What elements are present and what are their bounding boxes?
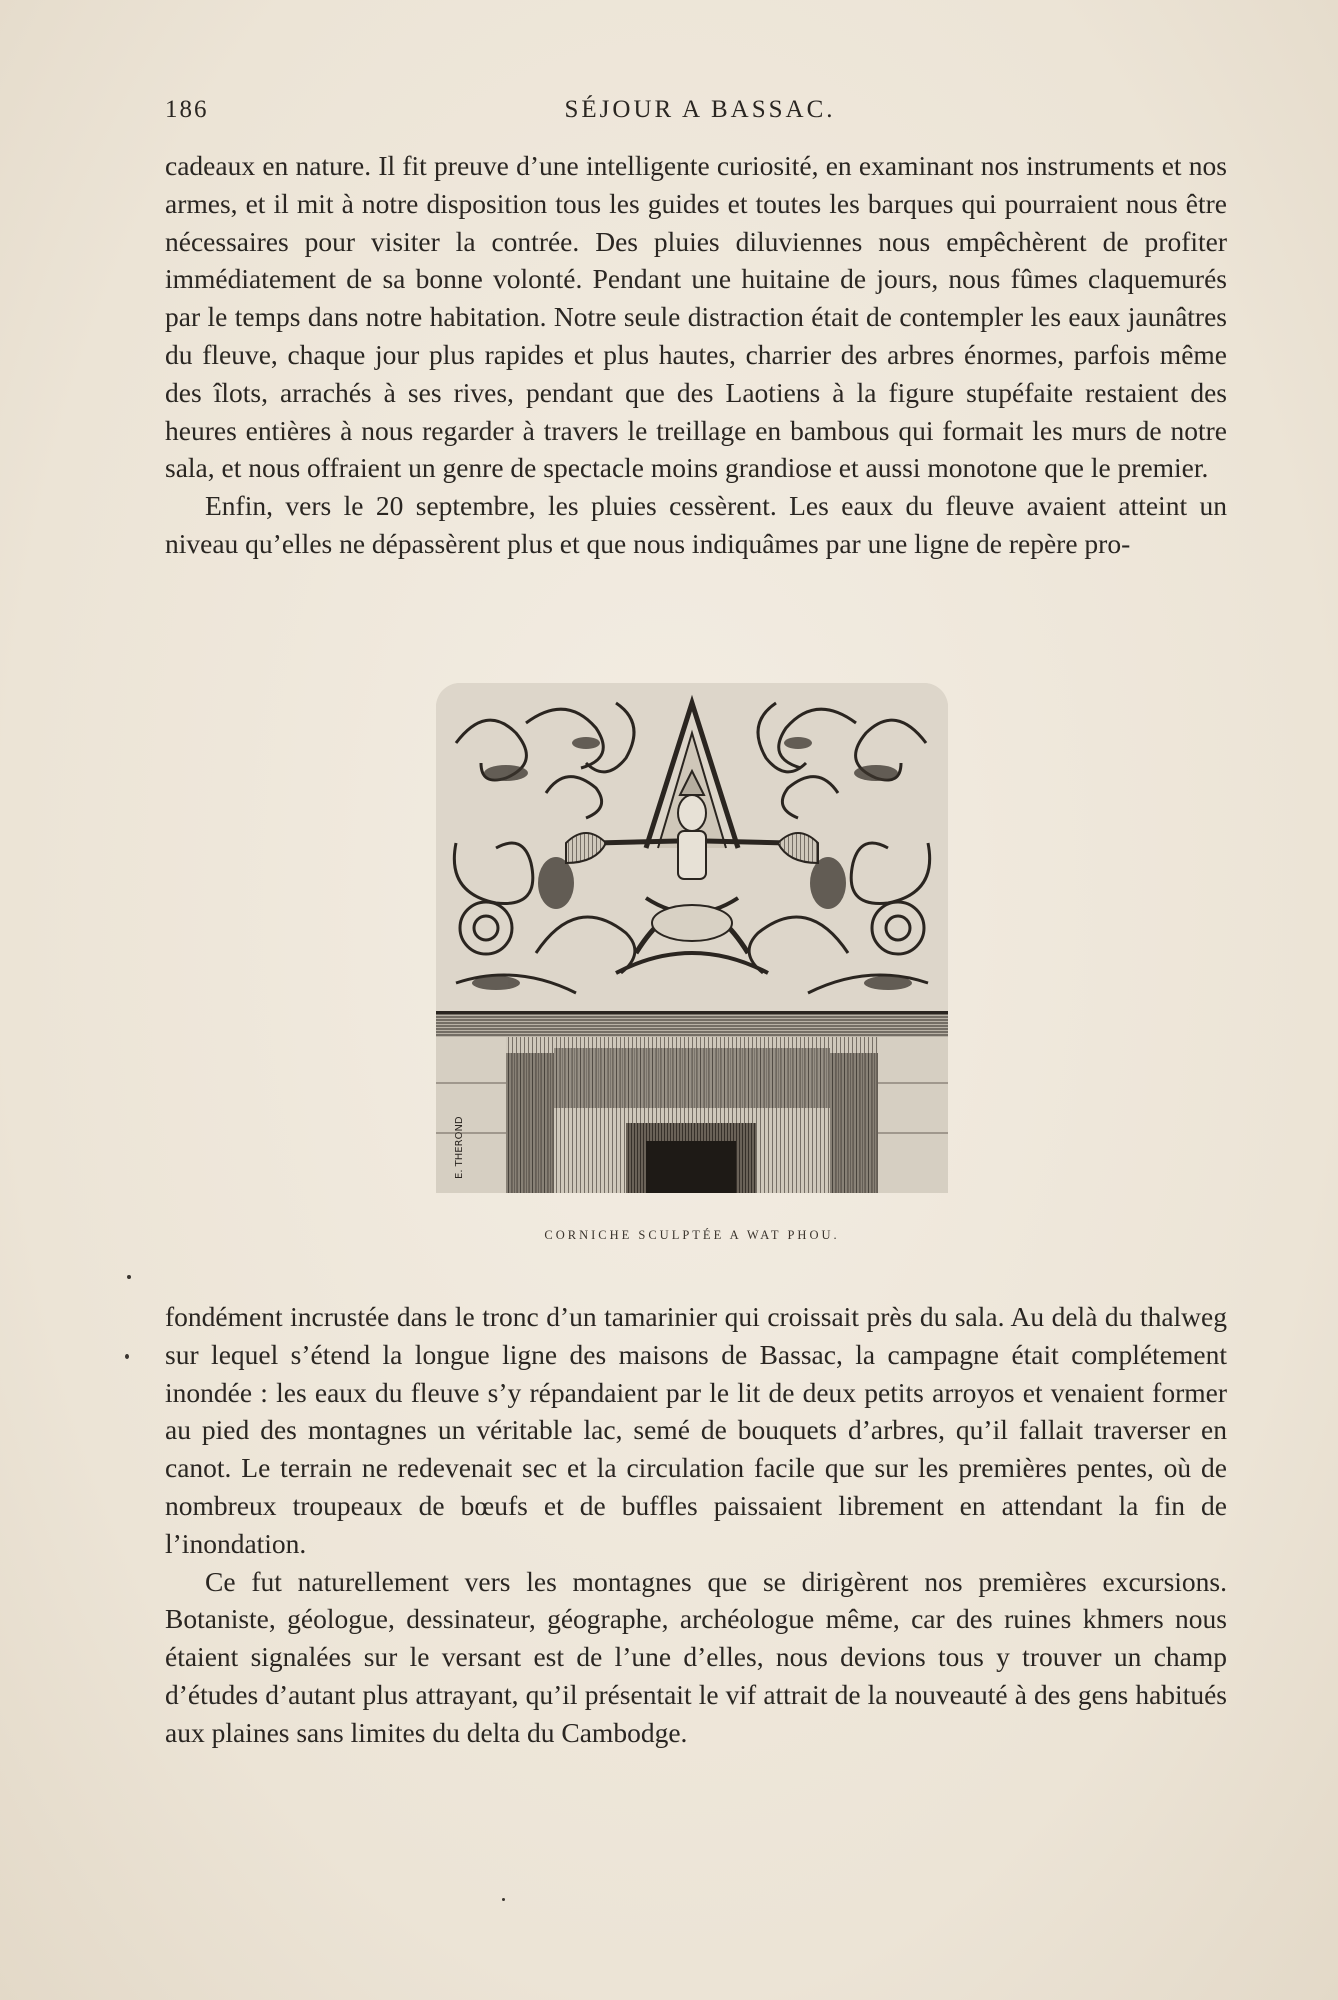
paragraph: cadeaux en nature. Il fit preuve d’une intelligente curiosité, en examinant nos instruments et nos armes, et il mit à notre disposition tous les guides et toutes les barques qui pourraient nous être nécessaires pour visiter la contrée. Des pluies diluviennes nous empêchèrent de profiter immédiatement de sa bonne volonté. Pendant une huitaine de jours, nous fûmes claquemurés par le temps dans notre habitation. Notre seule distraction était de contempler les eaux jaunâtres du fleuve, chaque jour plus rapides et plus hautes, charrier des arbres énormes, parfois même des îlots, arrachés à ses rives, pendant que des Laotiens à la figure stupéfaite restaient des heures entières à nous regarder à travers le treillage en bambous qui formait les murs de notre sala, et nous offraient un genre de spectacle moins grandiose et aussi monotone que le premier. — [165, 150, 1227, 484]
artist-signature: E. THEROND — [454, 1116, 465, 1179]
engraving-illustration — [436, 683, 948, 1193]
inner-lintel — [554, 1048, 830, 1108]
page-number: 186 — [165, 96, 209, 123]
paragraph: Ce fut naturellement vers les montagnes que se dirigèrent nos premières excursions. Botaniste, géologue, dessinateur, géographe, archéologue même, car des ruines khmers nous étaient signalées sur le versant est de l’une d’elles, nous devions tous y trouver un champ d’études d’autant plus attrayant, qu’il présentait le vif attrait de la nouveauté à des gens habitués aux plaines sans limites du delta du Cambodge. — [165, 1565, 1227, 1748]
body-text-top — [165, 147, 1227, 563]
ink-speck — [125, 1354, 129, 1359]
paragraph: Enfin, vers le 20 septembre, les pluies cessèrent. Les eaux du fleuve avaient atteint un niveau qu’elles ne dépassèrent plus et que nous indiquâmes par une ligne de repère pro- — [165, 490, 1227, 559]
body-text-bottom — [165, 1298, 1227, 1752]
cornice-band — [436, 1011, 948, 1037]
running-title: SÉJOUR A BASSAC. — [564, 96, 836, 123]
page-header — [165, 96, 1235, 130]
paragraph: fondément incrustée dans le tronc d’un tamarinier qui croissait près du sala. Au delà du thalweg sur lequel s’étend la longue ligne des maisons de Bassac, la campagne était complétement inondée : les eaux du fleuve s’y répandaient par le lit de deux petits arroyos et venaient former au pied des montagnes un véritable lac, semé de bouquets d’arbres, qu’il fallait traverser en canot. Le terrain ne redevenait sec et la circulation facile que sur les premières pentes, où de nombreux troupeaux de bœufs et de buffles paissaient librement en attendant la fin de l’inondation. — [165, 1301, 1227, 1559]
ink-speck — [127, 1275, 131, 1279]
figure-caption: CORNICHE SCULPTÉE A WAT PHOU. — [544, 1228, 840, 1242]
ink-speck — [502, 1898, 505, 1901]
